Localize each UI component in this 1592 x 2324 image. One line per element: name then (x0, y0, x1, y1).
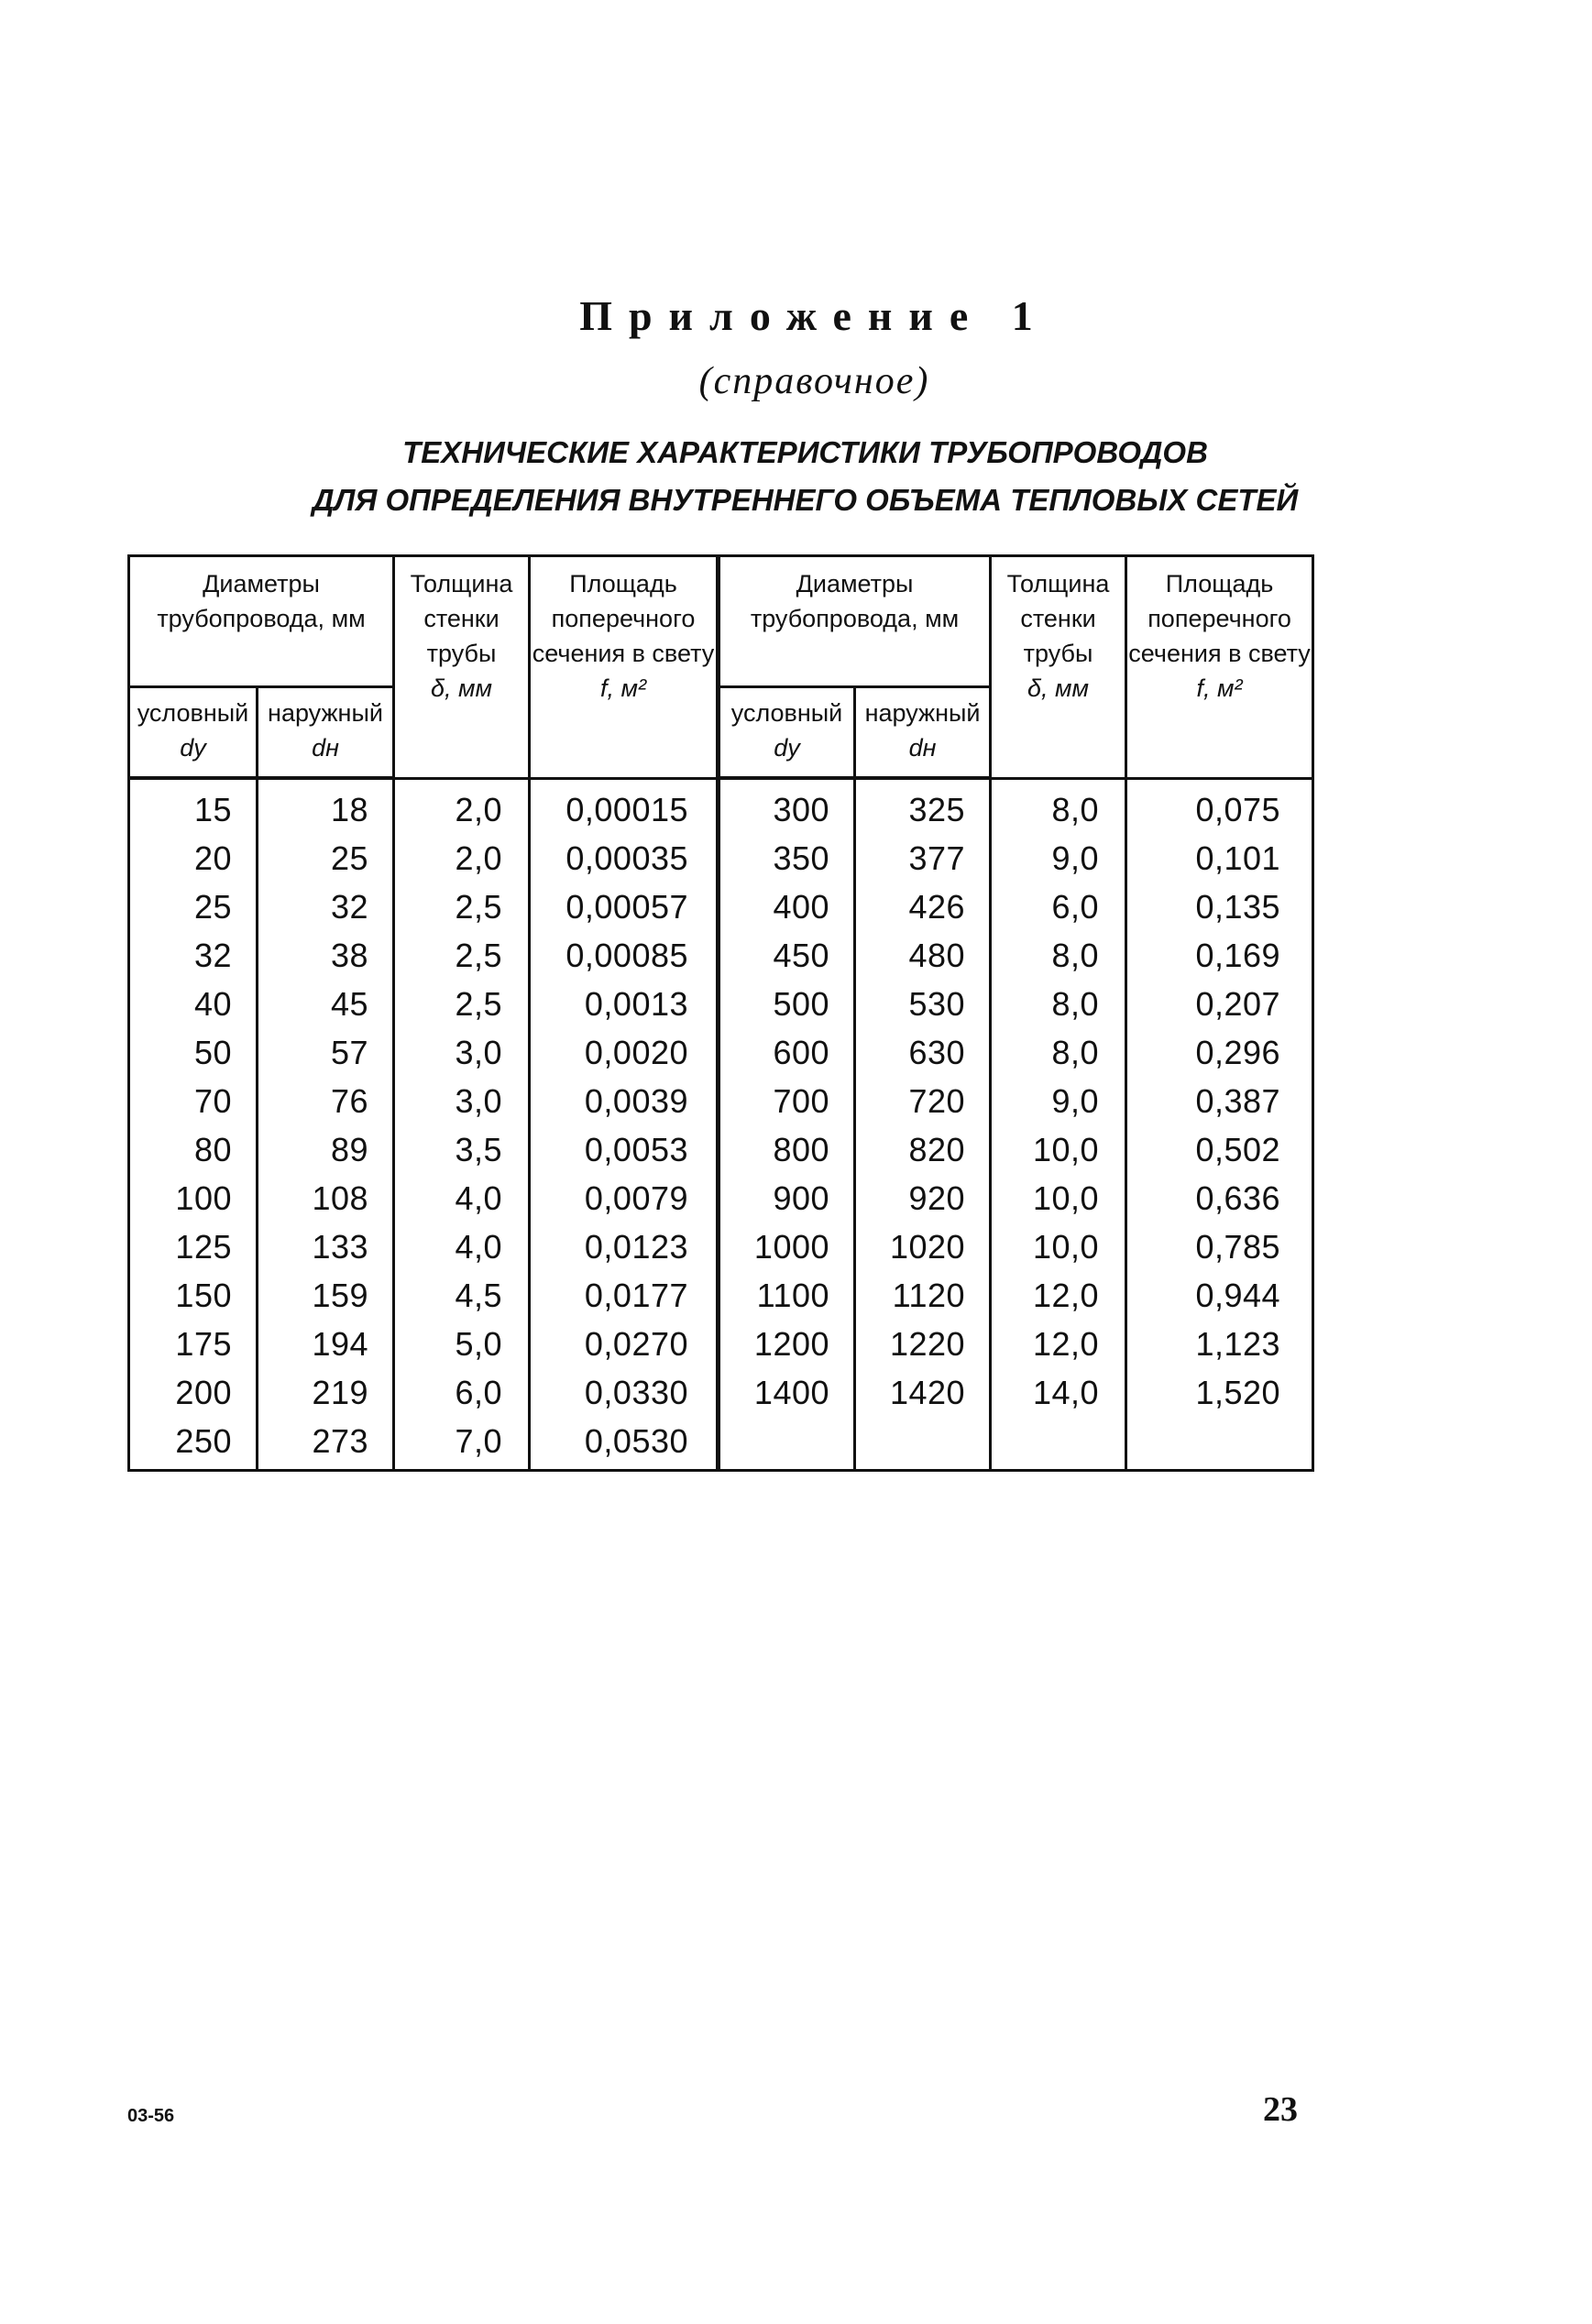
footer-code: 03-56 (127, 2106, 175, 2126)
header-wall-right-symbol: δ, мм (1027, 674, 1090, 702)
cell-left-nominal: 70 (129, 1077, 258, 1125)
cell-left-area: 0,0270 (530, 1320, 719, 1368)
cell-left-outer: 32 (258, 882, 394, 931)
cell-right-area: 0,944 (1126, 1271, 1313, 1320)
header-diameters-left: Диаметры трубопровода, мм (129, 556, 394, 687)
table-row (129, 1222, 1313, 1271)
cell-left-outer: 76 (258, 1077, 394, 1125)
cell-right-outer (855, 1417, 991, 1471)
cell-left-area: 0,0330 (530, 1368, 719, 1417)
page-number: 23 (1263, 2090, 1298, 2129)
cell-left-wall: 4,0 (394, 1174, 530, 1222)
cell-right-area: 0,387 (1126, 1077, 1313, 1125)
cell-right-area: 0,135 (1126, 882, 1313, 931)
cell-right-outer: 720 (855, 1077, 991, 1125)
header-area-right-label: Площадь поперечного сечения в свету (1128, 570, 1311, 667)
cell-right-wall: 8,0 (991, 1028, 1126, 1077)
cell-right-nominal: 1100 (719, 1271, 855, 1320)
cell-left-area: 0,0079 (530, 1174, 719, 1222)
cell-left-outer: 25 (258, 834, 394, 882)
cell-right-outer: 920 (855, 1174, 991, 1222)
table-row (129, 931, 1313, 980)
cell-left-wall: 5,0 (394, 1320, 530, 1368)
cell-left-nominal: 25 (129, 882, 258, 931)
header-area-left (530, 556, 719, 779)
cell-right-wall (991, 1417, 1126, 1471)
cell-right-wall: 8,0 (991, 778, 1126, 834)
table-row (129, 1174, 1313, 1222)
cell-left-wall: 2,0 (394, 834, 530, 882)
cell-right-area: 1,520 (1126, 1368, 1313, 1417)
header-nominal-right-symbol: dy (774, 734, 800, 762)
cell-right-wall: 9,0 (991, 834, 1126, 882)
table-row (129, 980, 1313, 1028)
cell-right-outer: 325 (855, 778, 991, 834)
header-area-left-symbol: f, м² (600, 674, 647, 702)
pipeline-specs-table (127, 554, 1314, 1472)
cell-left-wall: 3,0 (394, 1077, 530, 1125)
header-wall-right (991, 556, 1126, 779)
header-diameters-right: Диаметры трубопровода, мм (719, 556, 991, 687)
appendix-subtitle: (справочное) (698, 360, 930, 402)
header-nominal-right (719, 687, 855, 779)
cell-right-area: 1,123 (1126, 1320, 1313, 1368)
cell-right-outer: 530 (855, 980, 991, 1028)
cell-left-area: 0,0123 (530, 1222, 719, 1271)
header-outer-left (258, 687, 394, 779)
cell-right-area: 0,785 (1126, 1222, 1313, 1271)
cell-right-nominal: 450 (719, 931, 855, 980)
cell-left-nominal: 50 (129, 1028, 258, 1077)
cell-left-area: 0,0053 (530, 1125, 719, 1174)
cell-left-nominal: 40 (129, 980, 258, 1028)
cell-left-nominal: 200 (129, 1368, 258, 1417)
cell-left-area: 0,0013 (530, 980, 719, 1028)
header-outer-left-label: наружный (268, 699, 383, 727)
cell-left-area: 0,0039 (530, 1077, 719, 1125)
header-area-right (1126, 556, 1313, 779)
cell-right-area: 0,207 (1126, 980, 1313, 1028)
header-area-right-symbol: f, м² (1196, 674, 1243, 702)
cell-left-nominal: 15 (129, 778, 258, 834)
header-nominal-left (129, 687, 258, 779)
cell-right-nominal: 800 (719, 1125, 855, 1174)
cell-right-nominal: 1400 (719, 1368, 855, 1417)
header-nominal-left-label: условный (137, 699, 249, 727)
table-row (129, 834, 1313, 882)
cell-right-area: 0,502 (1126, 1125, 1313, 1174)
table-row (129, 1320, 1313, 1368)
cell-right-nominal: 600 (719, 1028, 855, 1077)
cell-right-area: 0,296 (1126, 1028, 1313, 1077)
cell-right-nominal: 350 (719, 834, 855, 882)
cell-right-wall: 6,0 (991, 882, 1126, 931)
cell-right-nominal: 300 (719, 778, 855, 834)
cell-left-nominal: 20 (129, 834, 258, 882)
cell-left-outer: 219 (258, 1368, 394, 1417)
cell-left-wall: 3,0 (394, 1028, 530, 1077)
cell-left-outer: 18 (258, 778, 394, 834)
cell-left-outer: 108 (258, 1174, 394, 1222)
header-outer-right (855, 687, 991, 779)
table-heading (0, 429, 1592, 524)
cell-right-outer: 426 (855, 882, 991, 931)
header-nominal-left-symbol: dy (180, 734, 206, 762)
table-row (129, 882, 1313, 931)
table-row (129, 1368, 1313, 1417)
table-heading-line-1: ТЕХНИЧЕСКИЕ ХАРАКТЕРИСТИКИ ТРУБОПРОВОДОВ (402, 435, 1208, 469)
cell-right-nominal: 900 (719, 1174, 855, 1222)
cell-left-nominal: 250 (129, 1417, 258, 1471)
cell-right-wall: 14,0 (991, 1368, 1126, 1417)
cell-left-area: 0,0177 (530, 1271, 719, 1320)
cell-right-wall: 8,0 (991, 931, 1126, 980)
cell-left-area: 0,0530 (530, 1417, 719, 1471)
cell-right-nominal: 400 (719, 882, 855, 931)
cell-right-nominal: 1000 (719, 1222, 855, 1271)
cell-left-area: 0,00035 (530, 834, 719, 882)
cell-right-area: 0,169 (1126, 931, 1313, 980)
cell-right-outer: 1120 (855, 1271, 991, 1320)
cell-left-outer: 194 (258, 1320, 394, 1368)
cell-left-wall: 6,0 (394, 1368, 530, 1417)
cell-left-wall: 2,0 (394, 778, 530, 834)
cell-left-outer: 273 (258, 1417, 394, 1471)
header-outer-right-label: наружный (864, 699, 981, 727)
cell-left-area: 0,0020 (530, 1028, 719, 1077)
cell-left-outer: 89 (258, 1125, 394, 1174)
cell-right-wall: 12,0 (991, 1320, 1126, 1368)
table-row (129, 1077, 1313, 1125)
cell-left-outer: 57 (258, 1028, 394, 1077)
cell-right-nominal: 500 (719, 980, 855, 1028)
cell-right-wall: 12,0 (991, 1271, 1126, 1320)
cell-left-area: 0,00085 (530, 931, 719, 980)
table-row (129, 1028, 1313, 1077)
cell-right-wall: 10,0 (991, 1174, 1126, 1222)
header-wall-right-label: Толщина стенки трубы (1006, 570, 1110, 667)
cell-right-outer: 1020 (855, 1222, 991, 1271)
header-wall-left-symbol: δ, мм (431, 674, 493, 702)
cell-left-area: 0,00057 (530, 882, 719, 931)
header-outer-right-symbol: dн (908, 734, 937, 762)
cell-right-wall: 9,0 (991, 1077, 1126, 1125)
cell-left-area: 0,00015 (530, 778, 719, 834)
cell-right-outer: 630 (855, 1028, 991, 1077)
cell-right-outer: 820 (855, 1125, 991, 1174)
cell-left-outer: 38 (258, 931, 394, 980)
cell-left-outer: 159 (258, 1271, 394, 1320)
cell-right-nominal: 1200 (719, 1320, 855, 1368)
table-row (129, 1271, 1313, 1320)
table-body (129, 778, 1313, 1471)
cell-left-wall: 2,5 (394, 980, 530, 1028)
cell-right-wall: 8,0 (991, 980, 1126, 1028)
header-nominal-right-label: условный (730, 699, 843, 727)
cell-left-wall: 2,5 (394, 882, 530, 931)
cell-right-outer: 1220 (855, 1320, 991, 1368)
cell-left-nominal: 80 (129, 1125, 258, 1174)
cell-left-wall: 2,5 (394, 931, 530, 980)
cell-left-nominal: 150 (129, 1271, 258, 1320)
table-row (129, 1417, 1313, 1471)
cell-left-wall: 4,0 (394, 1222, 530, 1271)
cell-right-outer: 1420 (855, 1368, 991, 1417)
cell-right-wall: 10,0 (991, 1125, 1126, 1174)
cell-right-outer: 480 (855, 931, 991, 980)
cell-left-wall: 7,0 (394, 1417, 530, 1471)
cell-left-wall: 4,5 (394, 1271, 530, 1320)
cell-left-nominal: 175 (129, 1320, 258, 1368)
cell-right-nominal: 700 (719, 1077, 855, 1125)
cell-right-wall: 10,0 (991, 1222, 1126, 1271)
cell-left-nominal: 32 (129, 931, 258, 980)
header-area-left-label: Площадь поперечного сечения в свету (532, 570, 715, 667)
header-wall-left-label: Толщина стенки трубы (410, 570, 513, 667)
table-heading-line-2: ДЛЯ ОПРЕДЕЛЕНИЯ ВНУТРЕННЕГО ОБЪЕМА ТЕПЛОВЫХ СЕТЕЙ (312, 483, 1299, 517)
table-row (129, 1125, 1313, 1174)
cell-left-outer: 133 (258, 1222, 394, 1271)
cell-right-area: 0,075 (1126, 778, 1313, 834)
appendix-title: Приложение 1 (579, 292, 1049, 339)
cell-right-area (1126, 1417, 1313, 1471)
header-outer-left-symbol: dн (312, 734, 339, 762)
cell-right-area: 0,101 (1126, 834, 1313, 882)
cell-right-outer: 377 (855, 834, 991, 882)
header-wall-left (394, 556, 530, 779)
table-row (129, 778, 1313, 834)
cell-left-wall: 3,5 (394, 1125, 530, 1174)
cell-right-nominal (719, 1417, 855, 1471)
cell-left-outer: 45 (258, 980, 394, 1028)
cell-left-nominal: 125 (129, 1222, 258, 1271)
cell-left-nominal: 100 (129, 1174, 258, 1222)
cell-right-area: 0,636 (1126, 1174, 1313, 1222)
